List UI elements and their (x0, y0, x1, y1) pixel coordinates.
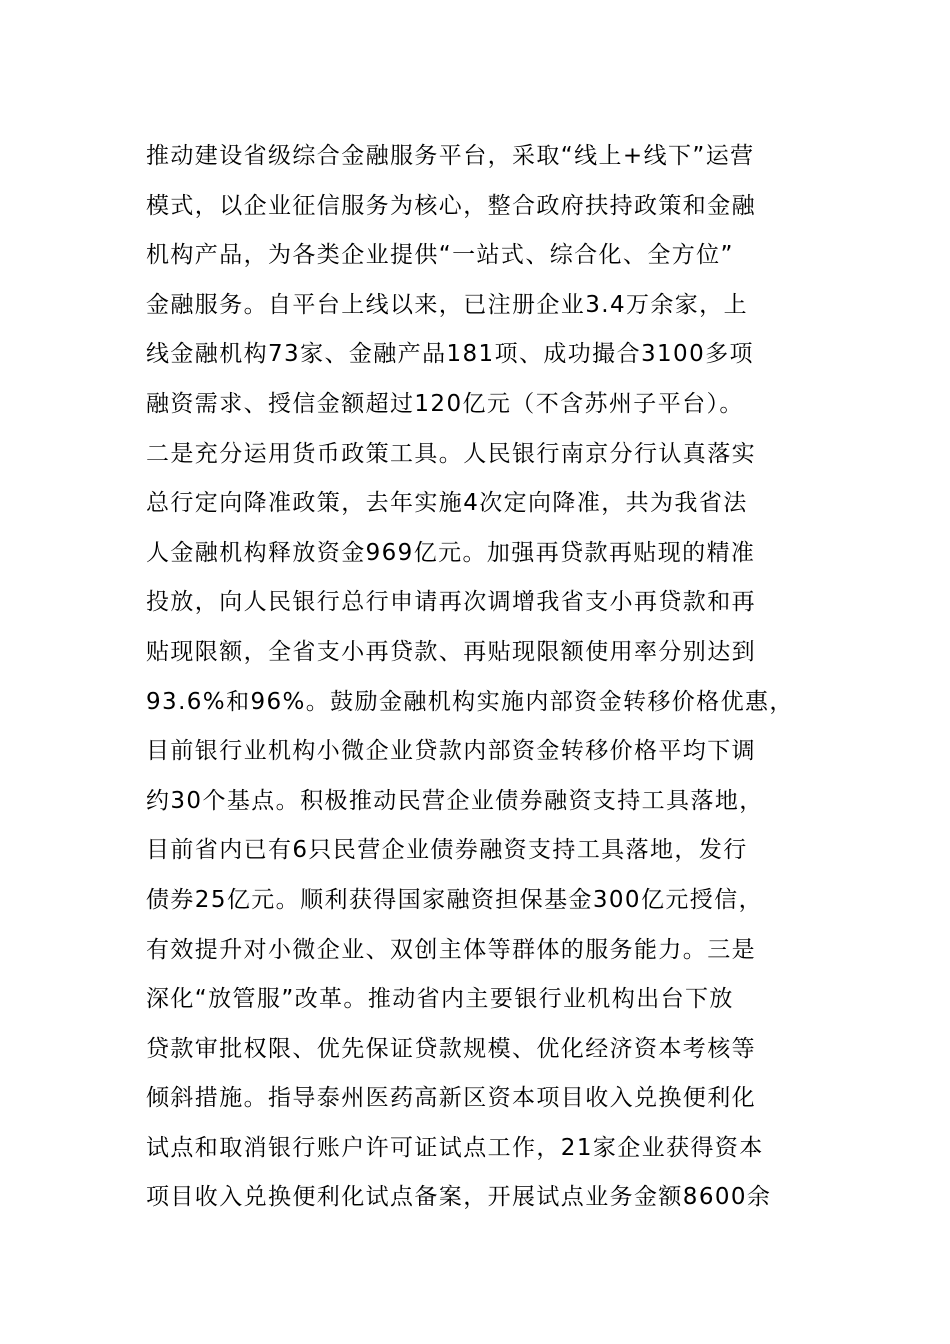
text-line: 债券25亿元。顺利获得国家融资担保基金300亿元授信， (146, 886, 763, 913)
text-line: 深化“放管服”改革。推动省内主要银行业机构出台下放 (146, 986, 734, 1013)
text-line: 有效提升对小微企业、双创主体等群体的服务能力。三是 (146, 936, 756, 963)
text-line: 倾斜措施。指导泰州医药高新区资本项目收入兑换便利化 (146, 1085, 756, 1112)
text-line: 人金融机构释放资金969亿元。加强再贷款再贴现的精准 (146, 539, 756, 566)
text-line: 投放，向人民银行总行申请再次调增我省支小再贷款和再 (146, 589, 756, 616)
body-text (146, 132, 826, 1223)
text-line: 融资需求、授信金额超过120亿元（不含苏州子平台）。 (146, 390, 744, 417)
text-line: 总行定向降准政策，去年实施4次定向降准，共为我省法 (146, 490, 748, 517)
text-line: 贷款审批权限、优先保证贷款规模、优化经济资本考核等 (146, 1035, 756, 1062)
text-line: 试点和取消银行账户许可证试点工作，21家企业获得资本 (146, 1134, 764, 1161)
text-line: 目前银行业机构小微企业贷款内部资金转移价格平均下调 (146, 738, 756, 765)
text-line: 项目收入兑换便利化试点备案，开展试点业务金额8600余 (146, 1184, 772, 1211)
text-line: 推动建设省级综合金融服务平台，采取“线上+线下”运营 (146, 143, 755, 169)
text-line: 贴现限额，全省支小再贷款、再贴现限额使用率分别达到 (146, 638, 756, 665)
text-line: 93.6%和96%。鼓励金融机构实施内部资金转移价格优惠， (146, 688, 794, 715)
text-line: 金融服务。自平台上线以来，已注册企业3.4万余家，上 (146, 291, 748, 318)
text-line: 模式，以企业征信服务为核心，整合政府扶持政策和金融 (146, 192, 756, 219)
text-line: 二是充分运用货币政策工具。人民银行南京分行认真落实 (146, 440, 756, 467)
text-line: 线金融机构73家、金融产品181项、成功撮合3100多项 (146, 341, 754, 368)
text-line: 目前省内已有6只民营企业债券融资支持工具落地，发行 (146, 837, 748, 864)
text-line: 约30个基点。积极推动民营企业债券融资支持工具落地， (146, 787, 764, 814)
text-line: 机构产品，为各类企业提供“一站式、综合化、全方位” (146, 242, 734, 269)
